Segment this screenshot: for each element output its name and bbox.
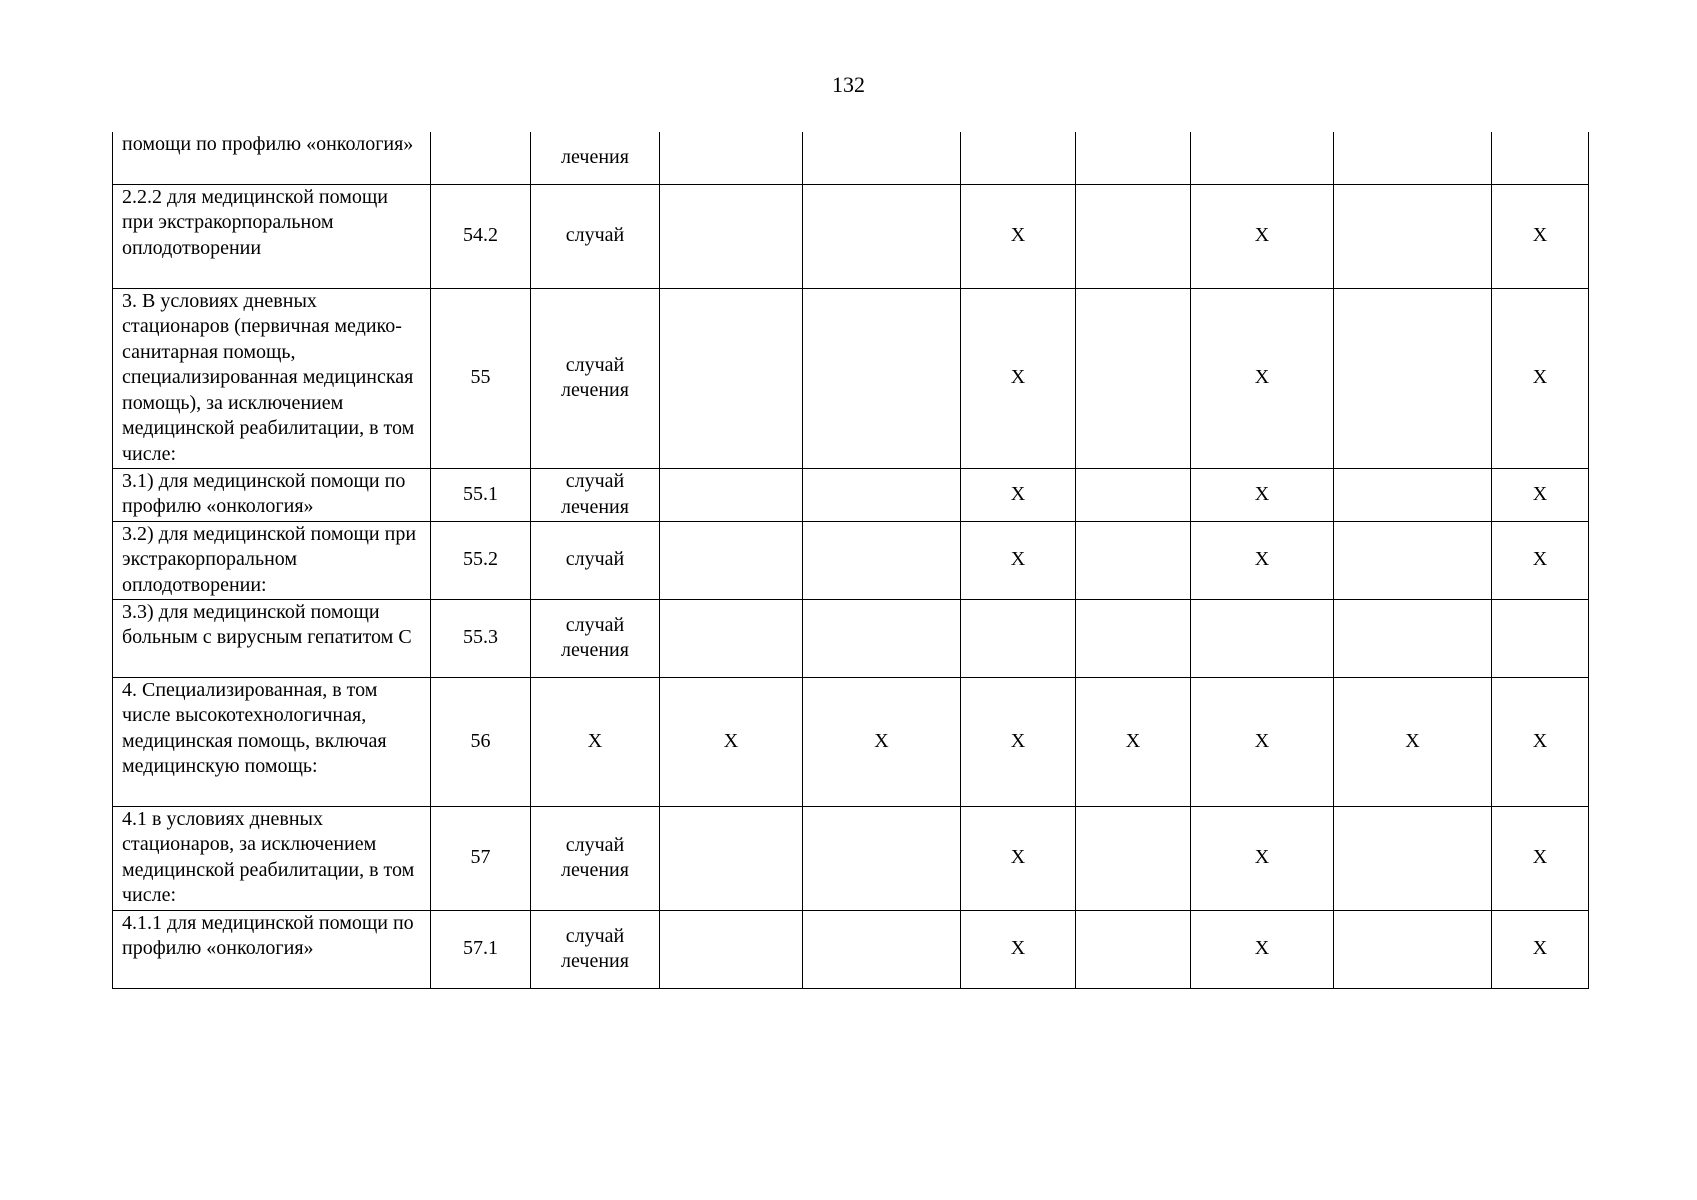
- table-cell: X: [1334, 677, 1492, 806]
- table-cell: X: [1191, 806, 1334, 910]
- row-unit: случай: [531, 184, 660, 288]
- row-unit: случай лечения: [531, 468, 660, 521]
- table-cell: X: [1191, 521, 1334, 599]
- table-row: [113, 910, 1589, 988]
- table-cell: X: [961, 521, 1076, 599]
- table-cell: [1076, 521, 1191, 599]
- table-cell: [660, 288, 803, 468]
- table-cell: [803, 288, 961, 468]
- row-code: 56: [431, 677, 531, 806]
- row-code: [431, 132, 531, 184]
- table-cell: [1492, 599, 1589, 677]
- row-unit: X: [531, 677, 660, 806]
- table-cell: X: [961, 468, 1076, 521]
- table-cell: [1076, 806, 1191, 910]
- table-cell: X: [803, 677, 961, 806]
- row-code: 55.3: [431, 599, 531, 677]
- table-cell: X: [1492, 184, 1589, 288]
- table-cell: [1334, 468, 1492, 521]
- table-cell: [660, 132, 803, 184]
- table-cell: [1334, 184, 1492, 288]
- row-code: 55.1: [431, 468, 531, 521]
- data-table: [112, 132, 1589, 989]
- table-cell: [803, 599, 961, 677]
- table-cell: [660, 521, 803, 599]
- table-cell: X: [1076, 677, 1191, 806]
- table-cell: [1334, 910, 1492, 988]
- row-code: 57.1: [431, 910, 531, 988]
- row-name: 2.2.2 для медицинской помощи при экстракорпоральном оплодотворении: [113, 184, 431, 288]
- row-name: 4.1 в условиях дневных стационаров, за исключением медицинской реабилитации, в том числе:: [113, 806, 431, 910]
- table-cell: [1334, 806, 1492, 910]
- row-name: 4.1.1 для медицинской помощи по профилю «онкология»: [113, 910, 431, 988]
- row-unit: случай: [531, 521, 660, 599]
- row-name: 4. Специализированная, в том числе высокотехнологичная, медицинская помощь, включая медицинскую помощь:: [113, 677, 431, 806]
- table-cell: [803, 468, 961, 521]
- table-cell: [803, 806, 961, 910]
- row-name: 3. В условиях дневных стационаров (первичная медико-санитарная помощь, специализированная медицинская помощь), за исключением медицинской реабилитации, в том числе:: [113, 288, 431, 468]
- table-cell: [1076, 599, 1191, 677]
- table-cell: [1076, 184, 1191, 288]
- page-number: 132: [832, 72, 865, 97]
- table-cell: [803, 910, 961, 988]
- table-row: [113, 677, 1589, 806]
- table-cell: [660, 806, 803, 910]
- row-name: 3.3) для медицинской помощи больным с вирусным гепатитом С: [113, 599, 431, 677]
- table-cell: X: [1191, 910, 1334, 988]
- table-cell: X: [1191, 184, 1334, 288]
- table-cell: [961, 132, 1076, 184]
- table-cell: [1334, 521, 1492, 599]
- table-cell: [660, 599, 803, 677]
- table-cell: [1492, 132, 1589, 184]
- table-cell: [1076, 468, 1191, 521]
- row-unit: лечения: [531, 132, 660, 184]
- table-cell: [803, 521, 961, 599]
- table-cell: [1076, 132, 1191, 184]
- table-cell: [803, 132, 961, 184]
- table-cell: [1334, 288, 1492, 468]
- table-cell: [1076, 910, 1191, 988]
- row-name: 3.2) для медицинской помощи при экстракорпоральном оплодотворении:: [113, 521, 431, 599]
- row-code: 55: [431, 288, 531, 468]
- table-cell: [1076, 288, 1191, 468]
- row-code: 55.2: [431, 521, 531, 599]
- table-cell: [803, 184, 961, 288]
- table-row: [113, 521, 1589, 599]
- row-code: 54.2: [431, 184, 531, 288]
- table-cell: [660, 184, 803, 288]
- table-cell: [660, 468, 803, 521]
- row-name: 3.1) для медицинской помощи по профилю «онкология»: [113, 468, 431, 521]
- table-cell: X: [961, 677, 1076, 806]
- table-cell: X: [1191, 288, 1334, 468]
- table-cell: [1334, 599, 1492, 677]
- table-cell: [961, 599, 1076, 677]
- table-row: [113, 288, 1589, 468]
- row-unit: случай лечения: [531, 910, 660, 988]
- table-cell: X: [961, 910, 1076, 988]
- table-row: [113, 184, 1589, 288]
- table-cell: X: [1191, 468, 1334, 521]
- table-row: [113, 599, 1589, 677]
- row-unit: случай лечения: [531, 806, 660, 910]
- table-cell: X: [961, 806, 1076, 910]
- table-row: [113, 806, 1589, 910]
- table-cell: X: [1492, 910, 1589, 988]
- table-row: [113, 468, 1589, 521]
- row-code: 57: [431, 806, 531, 910]
- table-cell: [1191, 599, 1334, 677]
- row-name: помощи по профилю «онкология»: [113, 132, 431, 184]
- row-unit: случай лечения: [531, 288, 660, 468]
- table-row: [113, 132, 1589, 184]
- row-unit: случай лечения: [531, 599, 660, 677]
- table-cell: X: [1492, 468, 1589, 521]
- table-cell: X: [1492, 677, 1589, 806]
- table-cell: X: [961, 184, 1076, 288]
- table-cell: [1334, 132, 1492, 184]
- table-cell: X: [1492, 521, 1589, 599]
- table-cell: X: [1191, 677, 1334, 806]
- table-cell: [1191, 132, 1334, 184]
- table-cell: X: [961, 288, 1076, 468]
- table-cell: X: [1492, 806, 1589, 910]
- table-cell: X: [1492, 288, 1589, 468]
- table-cell: X: [660, 677, 803, 806]
- table-cell: [660, 910, 803, 988]
